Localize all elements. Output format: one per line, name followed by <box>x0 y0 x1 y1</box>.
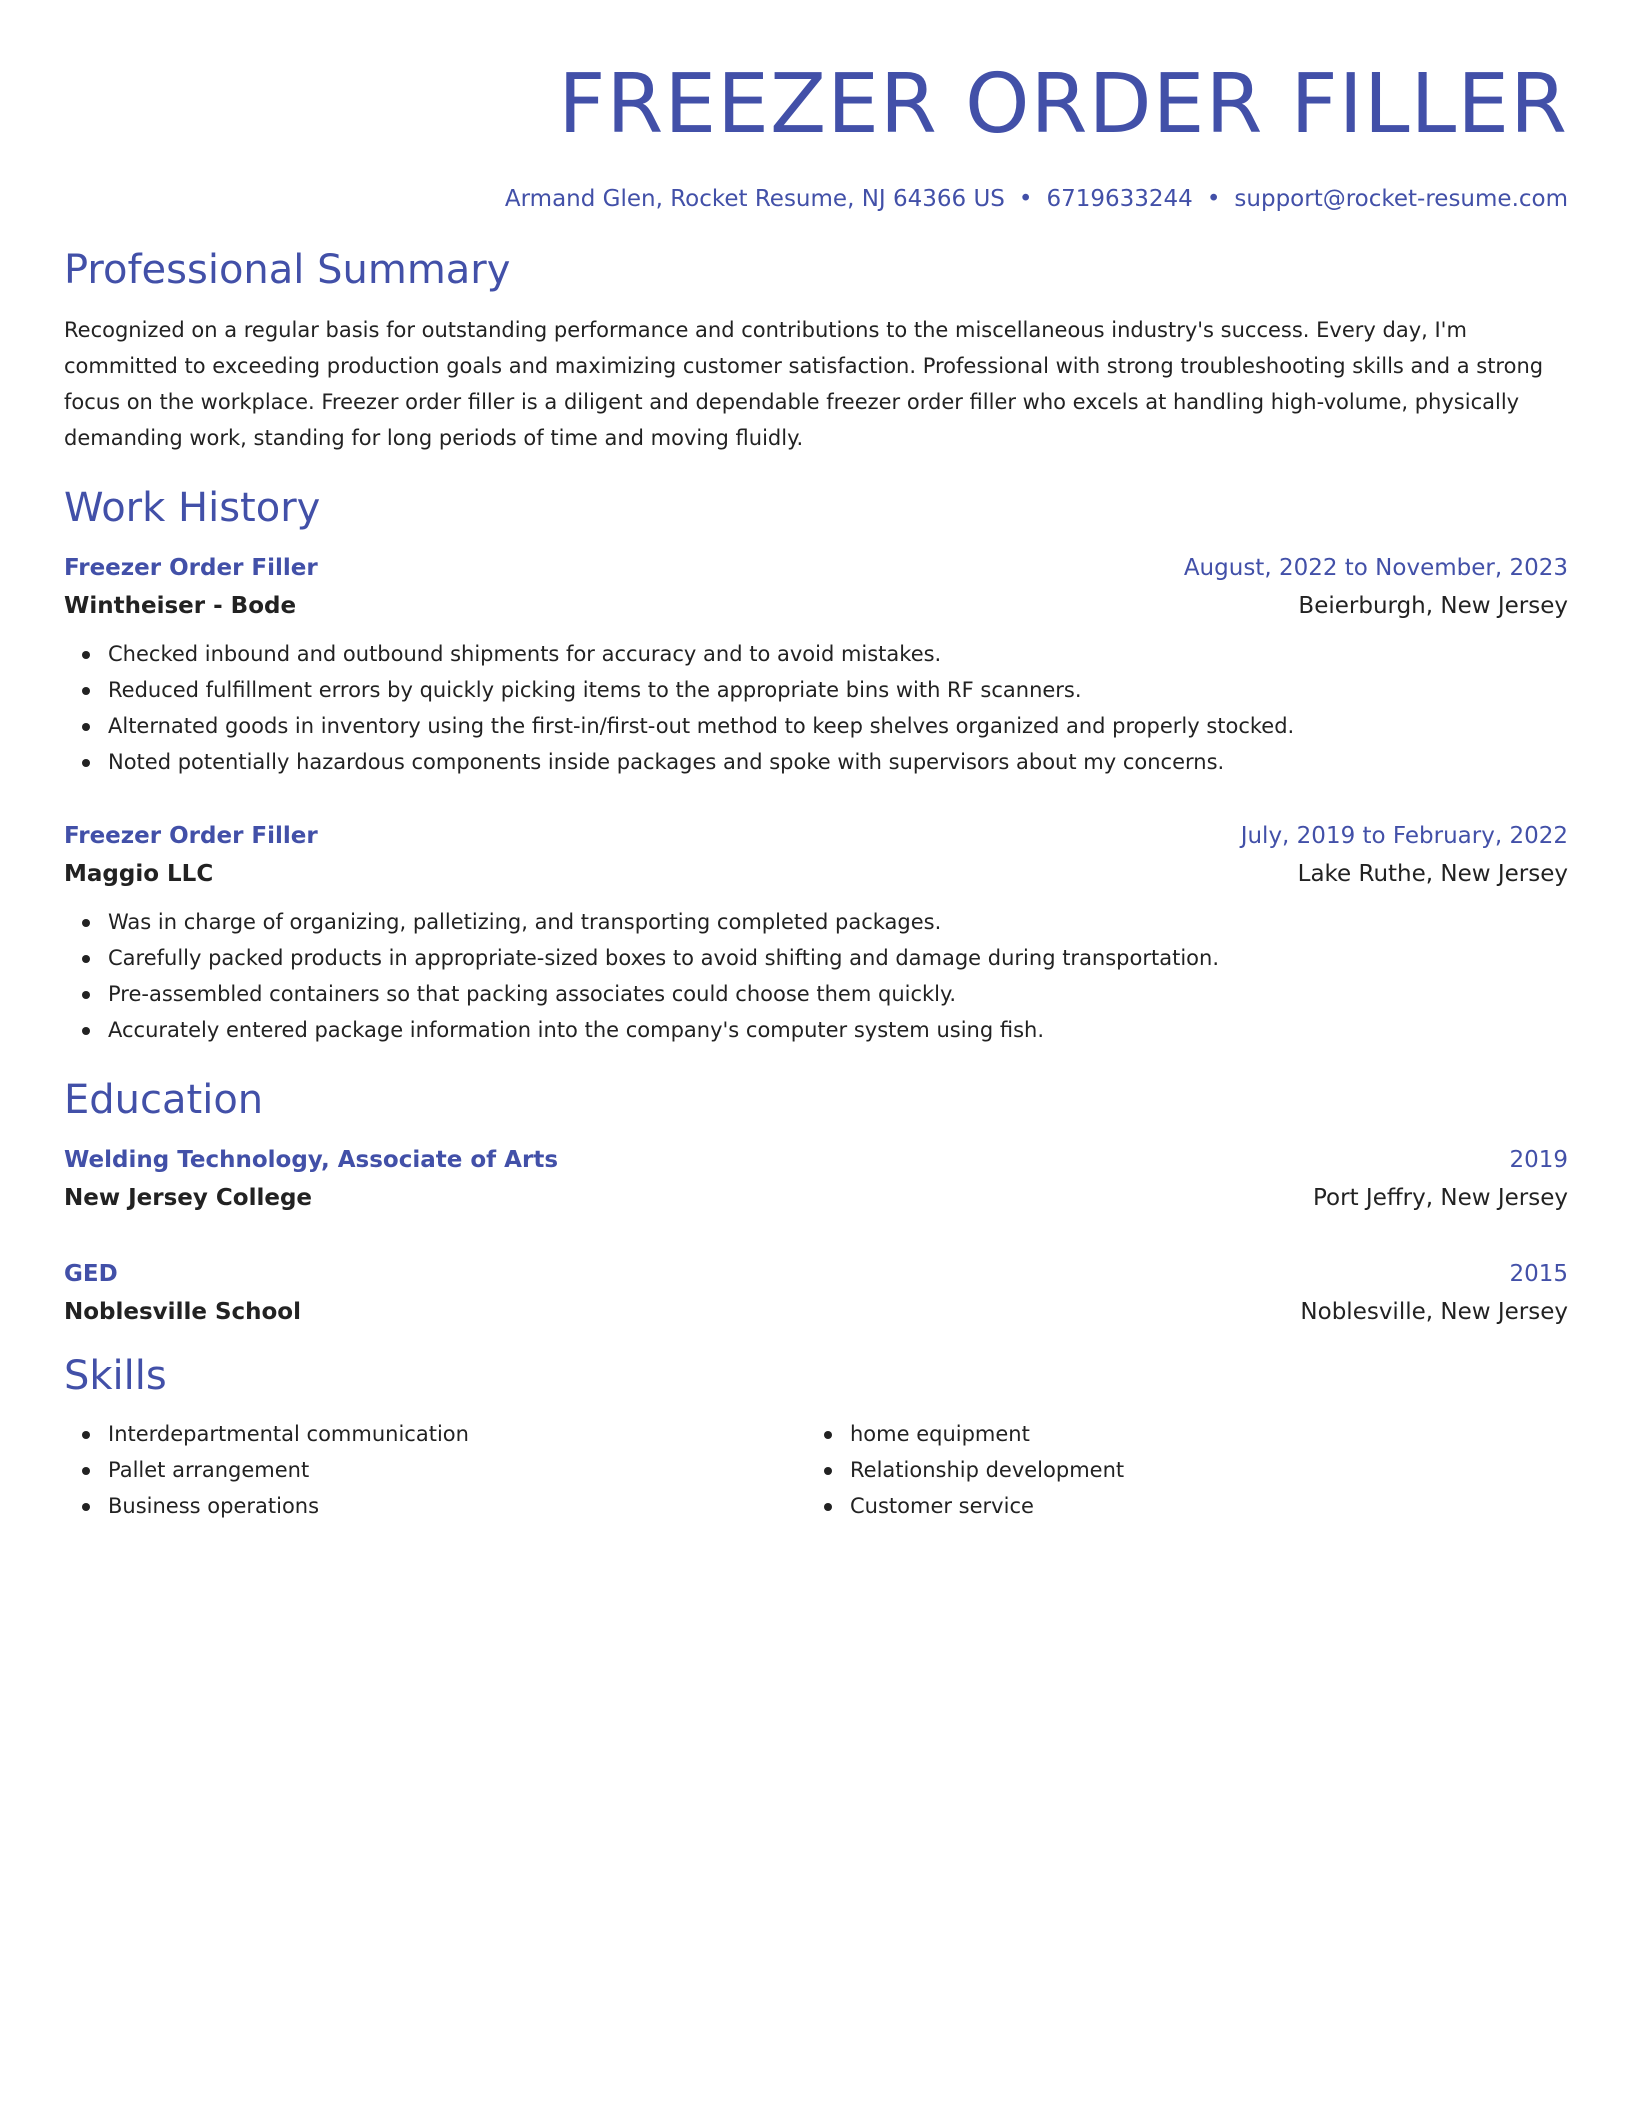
work-history-heading: Work History <box>64 485 321 531</box>
education-entry <box>64 1258 1568 1328</box>
job-title: FREEZER ORDER FILLER <box>558 57 1568 152</box>
skills-heading: Skills <box>64 1353 167 1399</box>
education-header-row <box>64 1144 1568 1176</box>
job-header-row <box>64 552 1568 584</box>
job-bullet: Was in charge of organizing, palletizing, and transporting completed packages. <box>108 904 1568 940</box>
job-location: Lake Ruthe, New Jersey <box>1297 861 1568 887</box>
job-bullet: Checked inbound and outbound shipments for accuracy and to avoid mistakes. <box>108 636 1568 672</box>
job-entry <box>64 820 1568 1048</box>
contact-separator: • <box>1018 186 1033 212</box>
job-bullet: Noted potentially hazardous components inside packages and spoke with supervisors about my concerns. <box>108 744 1568 780</box>
summary-section <box>64 244 1568 456</box>
skills-section <box>64 1350 1568 1524</box>
job-company-row <box>64 858 1568 890</box>
education-school-row <box>64 1296 1568 1328</box>
job-dates: July, 2019 to February, 2022 <box>1240 823 1568 849</box>
contact-address: Armand Glen, Rocket Resume, NJ 64366 US <box>504 186 1005 212</box>
job-company: Maggio LLC <box>64 861 214 887</box>
job-company: Wintheiser - Bode <box>64 593 297 619</box>
education-location: Port Jeffry, New Jersey <box>1313 1185 1568 1211</box>
skills-column-right <box>806 1416 1548 1524</box>
education-school: Noblesville School <box>64 1299 301 1325</box>
job-role: Freezer Order Filler <box>64 823 318 849</box>
skills-grid <box>64 1416 1568 1524</box>
contact-phone: 6719633244 <box>1046 186 1193 212</box>
contact-line <box>64 184 1568 214</box>
job-company-row <box>64 590 1568 622</box>
education-year: 2015 <box>1509 1261 1568 1287</box>
job-header-row <box>64 820 1568 852</box>
job-location: Beierburgh, New Jersey <box>1298 593 1568 619</box>
summary-text: Recognized on a regular basis for outstanding performance and contributions to the miscellaneous industry's success. Every day, I'm committed to exceeding production goals and maximizing customer satisfaction. Professional with strong troubleshooting skills and a strong focus on the workplace. Freezer order filler is a diligent and dependable freezer order filler who excels at handling high-volume, physically demanding work, standing for long periods of time and moving fluidly. <box>64 318 1544 450</box>
skill-item: Customer service <box>850 1488 1548 1524</box>
skill-item: Relationship development <box>850 1452 1548 1488</box>
job-bullet: Pre-assembled containers so that packing associates could choose them quickly. <box>108 976 1568 1012</box>
skills-column-left <box>64 1416 806 1524</box>
education-school-row <box>64 1182 1568 1214</box>
skill-item: Business operations <box>108 1488 806 1524</box>
contact-separator: • <box>1206 186 1221 212</box>
work-history-section <box>64 482 1568 1048</box>
contact-email[interactable]: support@rocket-resume.com <box>1234 186 1568 212</box>
job-dates: August, 2022 to November, 2023 <box>1183 555 1568 581</box>
summary-heading: Professional Summary <box>64 247 511 293</box>
education-year: 2019 <box>1509 1147 1568 1173</box>
skill-item: Pallet arrangement <box>108 1452 806 1488</box>
skills-list <box>806 1416 1548 1524</box>
education-school: New Jersey College <box>64 1185 313 1211</box>
skill-item: home equipment <box>850 1416 1548 1452</box>
skills-list <box>64 1416 806 1524</box>
education-header-row <box>64 1258 1568 1290</box>
job-bullet: Reduced fulfillment errors by quickly picking items to the appropriate bins with RF scanners. <box>108 672 1568 708</box>
resume-header <box>64 52 1568 214</box>
resume-page <box>64 52 1568 1524</box>
job-role: Freezer Order Filler <box>64 555 318 581</box>
job-bullet: Alternated goods in inventory using the first-in/first-out method to keep shelves organized and properly stocked. <box>108 708 1568 744</box>
education-entry <box>64 1144 1568 1214</box>
job-bullet: Carefully packed products in appropriate-sized boxes to avoid shifting and damage during transportation. <box>108 940 1568 976</box>
skill-item: Interdepartmental communication <box>108 1416 806 1452</box>
education-location: Noblesville, New Jersey <box>1300 1299 1568 1325</box>
education-degree: GED <box>64 1261 118 1287</box>
education-heading: Education <box>64 1077 264 1123</box>
job-bullets <box>64 636 1568 780</box>
job-entry <box>64 552 1568 780</box>
job-bullets <box>64 904 1568 1048</box>
education-degree: Welding Technology, Associate of Arts <box>64 1147 559 1173</box>
job-bullet: Accurately entered package information into the company's computer system using fish. <box>108 1012 1568 1048</box>
education-section <box>64 1074 1568 1328</box>
